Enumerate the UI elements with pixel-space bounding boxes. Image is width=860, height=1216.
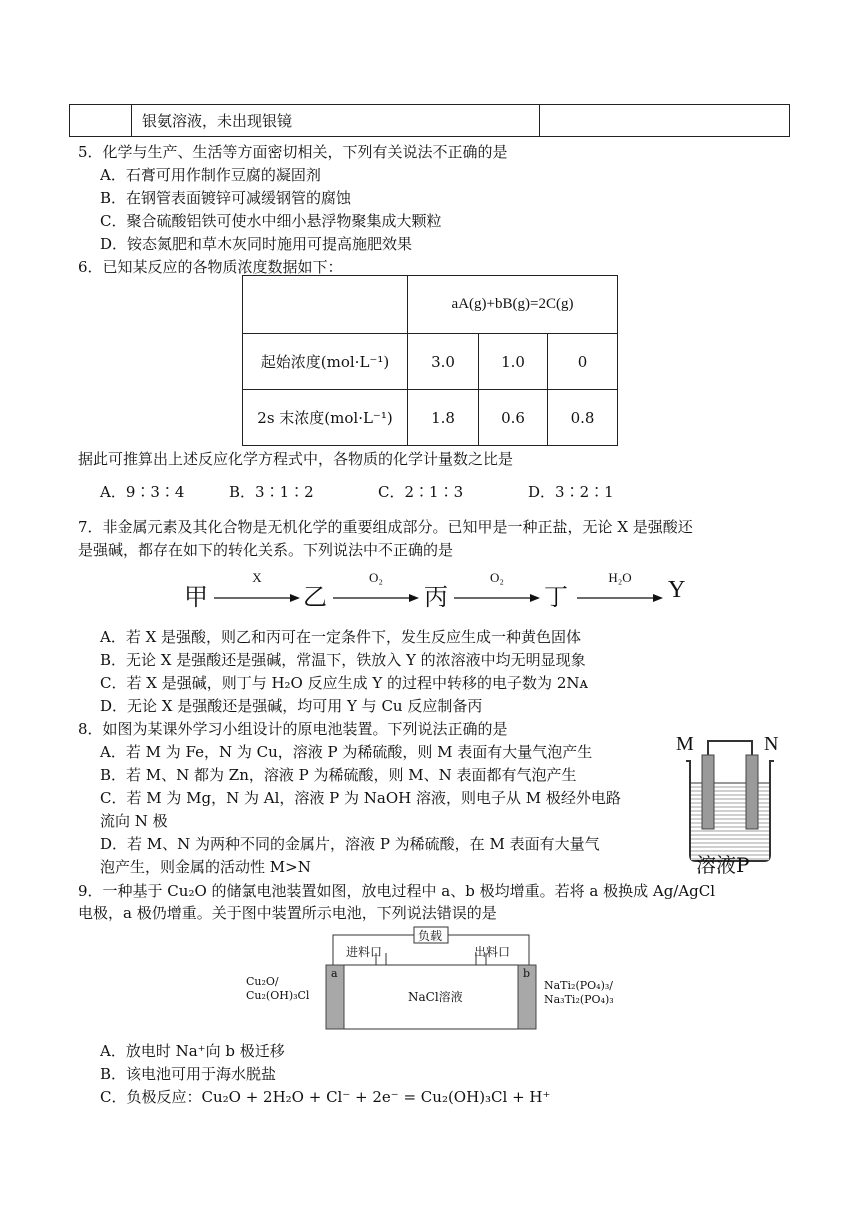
outlet-label: 出料口: [474, 945, 511, 959]
chain-arrow: [214, 570, 300, 613]
chain-arrow: [454, 570, 540, 613]
table-cell: 3.0: [408, 334, 479, 390]
arrow-icon: [333, 593, 419, 603]
left-electrode-material: Cu₂O/: [246, 975, 279, 988]
q8-option-b: B．若 M、N 都为 Zn，溶液 P 为稀硫酸，则 M、N 表面都有气泡产生: [100, 766, 577, 784]
right-electrode-material: Na₃Ti₂(PO₄)₃: [544, 993, 614, 1006]
q7-option-c: C．若 X 是强碱，则丁与 H₂O 反应生成 Y 的过程中转移的电子数为 2Nᴀ: [100, 674, 588, 692]
arrow-label: O₂: [490, 570, 504, 585]
arrow-icon: [577, 593, 663, 603]
electrode-m-label: M: [676, 733, 694, 755]
battery-figure: [236, 925, 626, 1035]
electrode-n-label: N: [764, 733, 779, 755]
chain-node: 乙: [303, 583, 327, 611]
q6-option-d: D．3∶2∶1: [528, 483, 614, 501]
table-cell: 0.8: [548, 390, 618, 446]
table-cell: 1.0: [479, 334, 548, 390]
q7-option-b: B．无论 X 是强酸还是强碱，常温下，铁放入 Y 的浓溶液中均无明显现象: [100, 651, 586, 669]
arrow-label: O₂: [369, 570, 383, 585]
table-corner-cell: [243, 276, 408, 334]
q7-option-a: A．若 X 是强酸，则乙和丙可在一定条件下，发生反应生成一种黄色固体: [100, 628, 582, 646]
solution-label: 溶液P: [696, 853, 750, 877]
q9-stem-line2: 电极，a 极仍增重。关于图中装置所示电池，下列说法错误的是: [78, 904, 497, 922]
q5-option-a: A．石膏可用作制作豆腐的凝固剂: [100, 166, 321, 184]
left-electrode-material: Cu₂(OH)₃Cl: [246, 989, 310, 1002]
q5-option-d: D．铵态氮肥和草木灰同时施用可提高施肥效果: [100, 235, 413, 253]
q6-option-b: B．3∶1∶2: [229, 483, 314, 501]
table-cell: 0: [548, 334, 618, 390]
q6-option-c: C．2∶1∶3: [378, 483, 464, 501]
q6-stem: 6．已知某反应的各物质浓度数据如下：: [78, 258, 343, 276]
q5-option-b: B．在钢管表面镀锌可减缓钢管的腐蚀: [100, 189, 352, 207]
arrow-label: X: [252, 570, 262, 585]
chain-arrow: [577, 570, 663, 613]
q8-option-c: C．若 M 为 Mg，N 为 Al，溶液 P 为 NaOH 溶液，则电子从 M 极经外电路: [100, 789, 621, 807]
q5-option-c: C．聚合硫酸铝铁可使水中细小悬浮物聚集成大颗粒: [100, 212, 442, 230]
q7-option-d: D．无论 X 是强酸还是强碱，均可用 Y 与 Cu 反应制备丙: [100, 697, 483, 715]
q7-stem-line2: 是强碱，都存在如下的转化关系。下列说法中不正确的是: [78, 541, 454, 559]
top-table-fragment: [69, 104, 790, 137]
arrow-label: H₂O: [608, 570, 632, 585]
q9-option-c: C．负极反应：Cu₂O + 2H₂O + Cl⁻ + 2e⁻ = Cu₂(OH)₃Cl + H⁺: [100, 1088, 551, 1106]
table-divider: [539, 105, 540, 136]
chain-node: 丙: [424, 583, 448, 611]
q8-stem: 8．如图为某课外学习小组设计的原电池装置。下列说法正确的是: [78, 720, 508, 738]
q7-stem-line1: 7．非金属元素及其化合物是无机化学的重要组成部分。已知甲是一种正盐，无论 X 是强酸还: [78, 518, 693, 536]
electrode-b-label: b: [523, 967, 531, 980]
q8-option-a: A．若 M 为 Fe，N 为 Cu，溶液 P 为稀硫酸，则 M 表面有大量气泡产生: [100, 743, 593, 761]
table-cell: 0.6: [479, 390, 548, 446]
arrow-icon: [454, 593, 540, 603]
q6-option-a: A．9∶3∶4: [100, 483, 185, 501]
q9-option-b: B．该电池可用于海水脱盐: [100, 1065, 277, 1083]
table-divider: [131, 105, 132, 136]
q6-after-text: 据此可推算出上述反应化学方程式中，各物质的化学计量数之比是: [78, 450, 514, 468]
q8-option-d: D．若 M、N 为两种不同的金属片，溶液 P 为稀硫酸，在 M 表面有大量气: [100, 835, 600, 853]
chain-node: Y: [668, 577, 686, 603]
electrolyte-label: NaCl溶液: [408, 990, 463, 1004]
right-electrode-material: NaTi₂(PO₄)₃/: [544, 979, 613, 992]
chain-node: 丁: [544, 583, 568, 611]
row-label-2s: 2s 末浓度(mol·L⁻¹): [243, 390, 408, 446]
concentration-table: [242, 275, 618, 446]
reaction-equation: aA(g)+bB(g)=2C(g): [408, 276, 618, 334]
chain-arrow: [333, 570, 419, 613]
galvanic-cell-figure: [676, 733, 784, 877]
q8-option-d-cont: 泡产生，则金属的活动性 M>N: [100, 858, 311, 876]
chain-node: 甲: [184, 583, 208, 611]
load-label: 负载: [418, 929, 443, 943]
q9-stem-line1: 9．一种基于 Cu₂O 的储氯电池装置如图，放电过程中 a、b 极均增重。若将 a 极换成 Ag/AgCl: [78, 882, 716, 900]
q9-option-a: A．放电时 Na⁺向 b 极迁移: [100, 1042, 285, 1060]
electrode-a-label: a: [331, 967, 338, 980]
q5-stem: 5．化学与生产、生活等方面密切相关，下列有关说法不正确的是: [78, 143, 508, 161]
q8-option-c-cont: 流向 N 极: [100, 812, 168, 830]
inlet-label: 进料口: [346, 945, 383, 959]
arrow-icon: [214, 593, 300, 603]
row-label-initial: 起始浓度(mol·L⁻¹): [243, 334, 408, 390]
table-cell: 1.8: [408, 390, 479, 446]
table-cell: 银氨溶液，未出现银镜: [142, 112, 293, 130]
